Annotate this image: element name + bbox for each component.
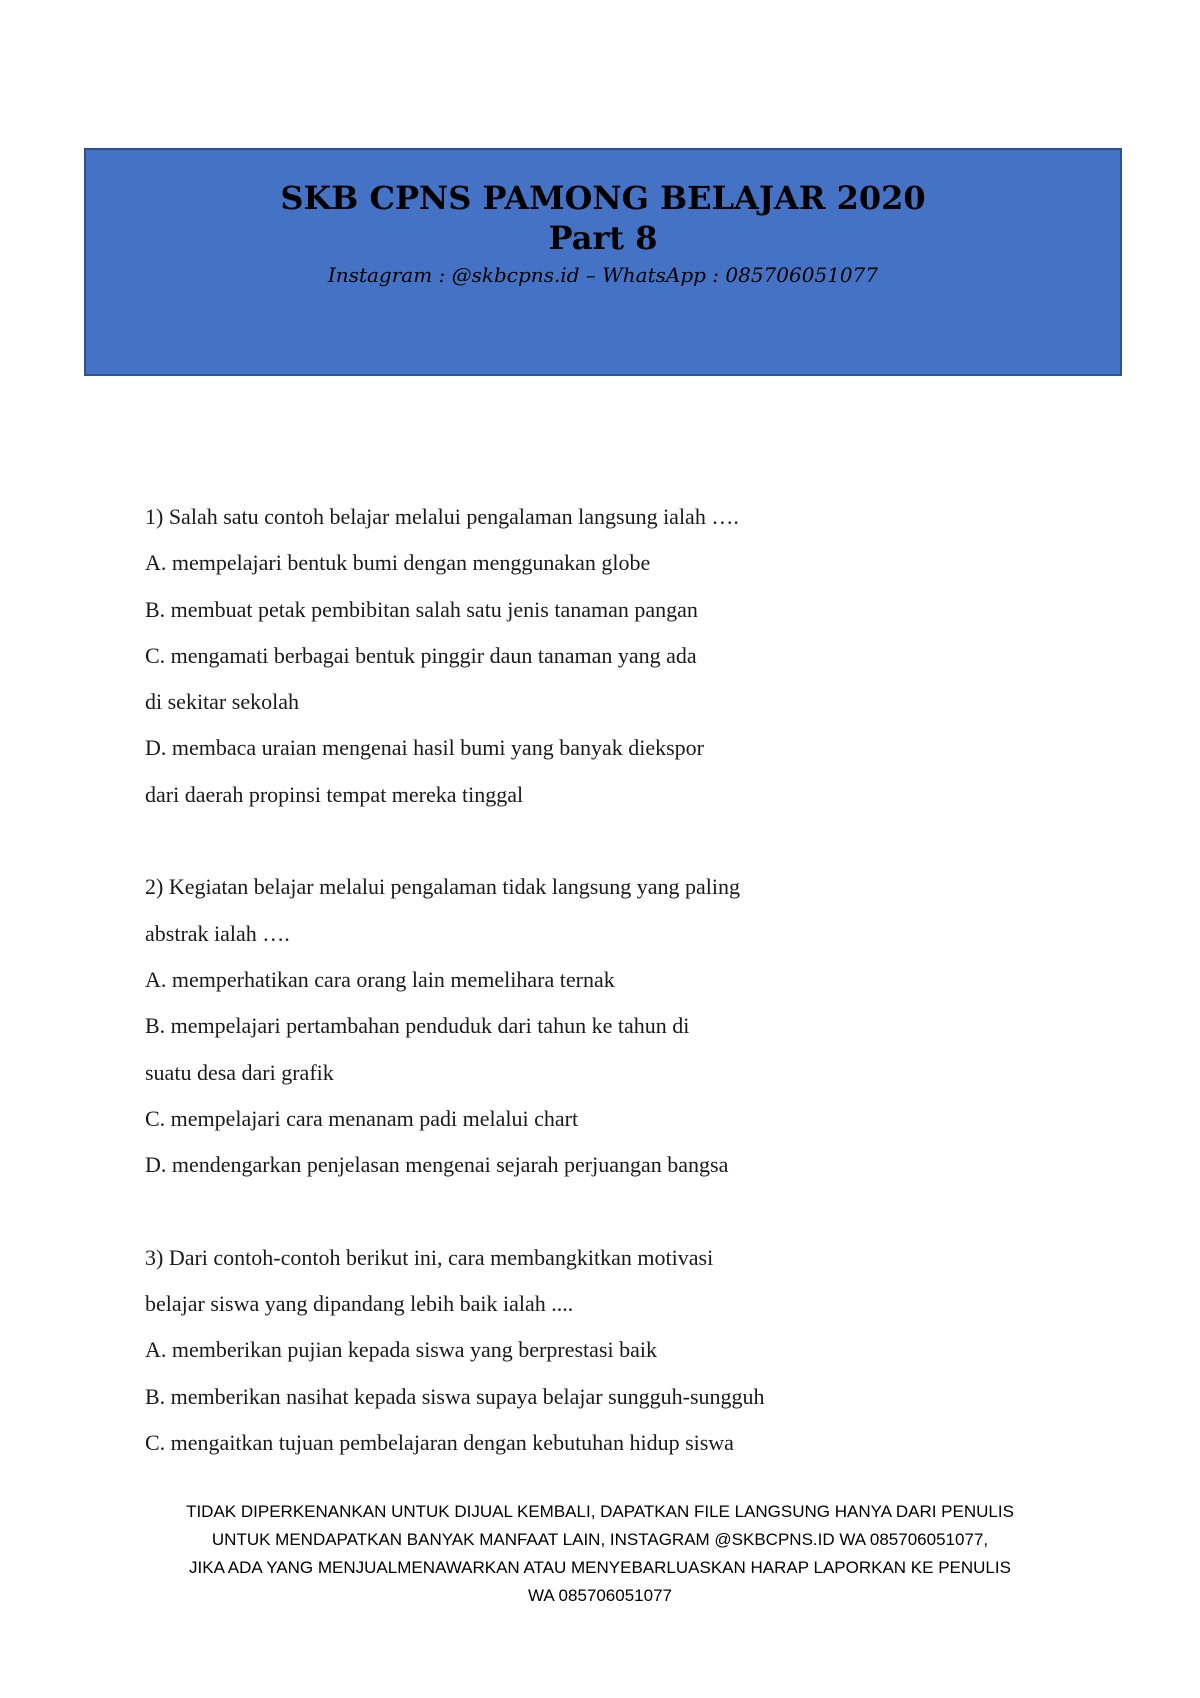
question-3-line-4: B. memberikan nasihat kepada siswa supaya belajar sungguh-sungguh <box>145 1383 765 1409</box>
question-3-line-5: C. mengaitkan tujuan pembelajaran dengan kebutuhan hidup siswa <box>145 1429 734 1455</box>
footer-notice <box>60 1498 1140 1610</box>
question-1-line-7: dari daerah propinsi tempat mereka tinggal <box>145 781 524 807</box>
footer-line-3: JIKA ADA YANG MENJUALMENAWARKAN ATAU MENYEBARLUASKAN HARAP LAPORKAN KE PENULIS <box>189 1558 1011 1577</box>
question-3-line-1: 3) Dari contoh-contoh berikut ini, cara membangkitkan motivasi <box>145 1244 714 1270</box>
question-2-line-7: D. mendengarkan penjelasan mengenai sejarah perjuangan bangsa <box>145 1152 729 1178</box>
question-3-line-3: A. memberikan pujian kepada siswa yang berprestasi baik <box>145 1337 657 1363</box>
question-1-line-2: A. mempelajari bentuk bumi dengan menggunakan globe <box>145 550 651 576</box>
question-1-line-6: D. membaca uraian mengenai hasil bumi yang banyak diekspor <box>145 735 704 761</box>
header-banner <box>84 148 1122 376</box>
question-2-line-4: B. mempelajari pertambahan penduduk dari tahun ke tahun di <box>145 1013 690 1039</box>
question-list <box>145 494 1085 1466</box>
question-1-line-5: di sekitar sekolah <box>145 689 299 715</box>
question-1 <box>145 494 1085 818</box>
question-3-line-2: belajar siswa yang dipandang lebih baik ialah .... <box>145 1291 574 1317</box>
spacer <box>145 818 1085 864</box>
question-2-line-1: 2) Kegiatan belajar melalui pengalaman tidak langsung yang paling <box>145 874 741 900</box>
document-part: Part 8 <box>548 219 658 257</box>
question-1-line-1: 1) Salah satu contoh belajar melalui pengalaman langsung ialah …. <box>145 504 739 529</box>
contact-info: Instagram : @skbcpns.id – WhatsApp : 085706051077 <box>327 263 879 287</box>
question-3 <box>145 1235 1085 1466</box>
footer-line-2: UNTUK MENDAPATKAN BANYAK MANFAAT LAIN, INSTAGRAM @SKBCPNS.ID WA 085706051077, <box>211 1530 989 1549</box>
spacer <box>145 1188 1085 1234</box>
question-2-line-5: suatu desa dari grafik <box>145 1059 334 1085</box>
footer-line-4: WA 085706051077 <box>528 1586 672 1605</box>
footer-line-1: TIDAK DIPERKENANKAN UNTUK DIJUAL KEMBALI, DAPATKAN FILE LANGSUNG HANYA DARI PENULIS <box>186 1502 1014 1521</box>
question-1-line-4: C. mengamati berbagai bentuk pinggir daun tanaman yang ada <box>145 642 697 668</box>
question-1-line-3: B. membuat petak pembibitan salah satu jenis tanaman pangan <box>145 596 698 622</box>
question-2 <box>145 864 1085 1188</box>
question-2-line-3: A. memperhatikan cara orang lain memelihara ternak <box>145 966 615 992</box>
question-2-line-6: C. mempelajari cara menanam padi melalui chart <box>145 1105 579 1131</box>
question-2-line-2: abstrak ialah …. <box>145 920 290 946</box>
document-title: SKB CPNS PAMONG BELAJAR 2020 <box>280 179 926 217</box>
